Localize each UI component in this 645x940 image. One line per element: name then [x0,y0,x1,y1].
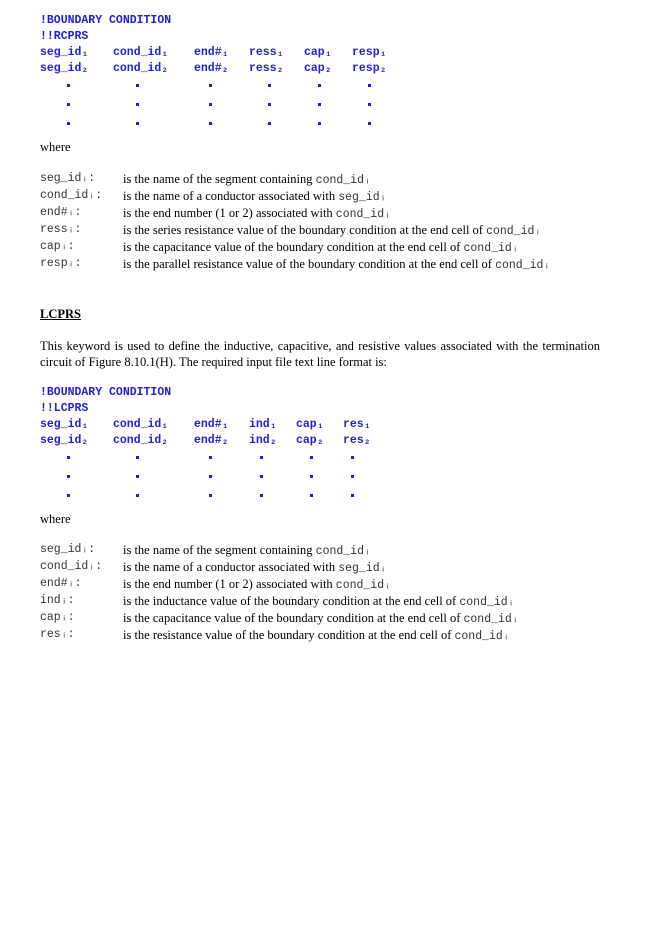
definition-code: seg_idᵢ [338,191,387,204]
definition-term: seg_idᵢ: [40,172,96,185]
ellipsis-dot [209,456,212,459]
definition-prefix: is the capacitance value of the boundary condition at the end cell of [123,240,464,254]
ellipsis-dot [209,475,212,478]
definition-term: seg_idᵢ: [40,543,96,556]
definition-code: cond_idᵢ [315,174,371,187]
ellipsis-dot [209,494,212,497]
ellipsis-dot [351,494,354,497]
ellipsis-dot [136,475,139,478]
ellipsis-dot [67,103,70,106]
code-cell: cap₂ [296,434,324,447]
ellipsis-dot [136,103,139,106]
code-cell: cap₁ [296,418,324,431]
definition-code: cond_idᵢ [335,208,392,221]
code-line-boundary-condition: !BOUNDARY CONDITION [40,386,172,399]
definition-term: ressᵢ: [40,223,82,236]
code-line-boundary-condition: !BOUNDARY CONDITION [40,14,172,27]
ellipsis-dot [67,475,70,478]
definition-prefix: is the name of the segment containing [123,543,316,557]
code-line-keyword: !!RCPRS [40,30,89,43]
code-cell: end#₁ [194,46,229,59]
where-label: where [40,512,71,526]
definition-term: resᵢ: [40,628,75,641]
section-heading-lcprs: LCPRS [40,307,81,321]
definition-text [123,560,387,575]
code-cell: cap₂ [304,62,332,75]
ellipsis-dot [318,122,321,125]
ellipsis-dot [209,122,212,125]
ellipsis-dot [67,84,70,87]
definition-code: cond_idᵢ [486,225,542,238]
code-cell: resp₁ [352,46,387,59]
definition-code: cond_idᵢ [459,596,515,609]
definition-code: cond_idᵢ [463,613,519,626]
code-cell: seg_id₁ [40,418,89,431]
ellipsis-dot [67,122,70,125]
ellipsis-dot [368,103,371,106]
code-cell: cond_id₂ [113,434,169,447]
code-cell: res₁ [343,418,371,431]
ellipsis-dot [260,494,263,497]
definition-prefix: is the resistance value of the boundary condition at the end cell of [123,628,455,642]
definition-text [123,611,519,626]
code-cell: resp₂ [352,62,387,75]
ellipsis-dot [310,494,313,497]
definition-text [123,206,391,221]
ellipsis-dot [260,456,263,459]
definition-term: cond_idᵢ: [40,560,103,573]
ellipsis-dot [136,494,139,497]
ellipsis-dot [209,84,212,87]
definition-code: cond_idᵢ [335,579,392,592]
definition-term: capᵢ: [40,611,75,624]
definition-term: capᵢ: [40,240,75,253]
ellipsis-dot [268,84,271,87]
code-cell: cond_id₁ [113,46,169,59]
definition-code: seg_idᵢ [338,562,387,575]
definition-prefix: is the end number (1 or 2) associated with [123,577,336,591]
definition-term: end#ᵢ: [40,206,82,219]
code-cell: ress₁ [249,46,284,59]
definition-prefix: is the parallel resistance value of the boundary condition at the end cell of [123,257,496,271]
definition-text [123,172,371,187]
definition-prefix: is the series resistance value of the boundary condition at the end cell of [123,223,487,237]
where-label: where [40,140,71,154]
ellipsis-dot [310,475,313,478]
definition-term: cond_idᵢ: [40,189,103,202]
definition-code: cond_idᵢ [463,242,519,255]
code-cell: end#₂ [194,434,229,447]
definition-code: cond_idᵢ [495,259,551,272]
ellipsis-dot [67,494,70,497]
code-line-keyword: !!LCPRS [40,402,89,415]
code-cell: ind₁ [249,418,277,431]
ellipsis-dot [136,122,139,125]
definition-prefix: is the inductance value of the boundary condition at the end cell of [123,594,460,608]
ellipsis-dot [318,103,321,106]
definition-text [123,189,387,204]
definition-prefix: is the name of a conductor associated with [123,189,339,203]
ellipsis-dot [136,84,139,87]
section-paragraph: This keyword is used to define the inductive, capacitive, and resistive values associated with the termination circuit of Figure 8.10.1(H). The required input file text line format is: [40,339,600,369]
code-cell: end#₂ [194,62,229,75]
ellipsis-dot [268,122,271,125]
definition-text [123,223,541,238]
code-cell: cond_id₁ [113,418,169,431]
code-cell: seg_id₁ [40,46,89,59]
definition-term: end#ᵢ: [40,577,82,590]
definition-prefix: is the name of a conductor associated with [123,560,339,574]
ellipsis-dot [260,475,263,478]
ellipsis-dot [318,84,321,87]
ellipsis-dot [268,103,271,106]
definition-code: cond_idᵢ [454,630,510,643]
definition-prefix: is the end number (1 or 2) associated with [123,206,336,220]
definition-code: cond_idᵢ [315,545,371,558]
code-cell: cond_id₂ [113,62,169,75]
ellipsis-dot [310,456,313,459]
definition-prefix: is the name of the segment containing [123,172,316,186]
code-cell: end#₁ [194,418,229,431]
definition-text [123,577,391,592]
code-cell: ind₂ [249,434,277,447]
ellipsis-dot [209,103,212,106]
code-cell: res₂ [343,434,371,447]
definition-text [123,543,371,558]
definition-text [123,257,550,272]
definition-text [123,594,515,609]
code-cell: seg_id₂ [40,434,89,447]
definition-term: respᵢ: [40,257,82,270]
ellipsis-dot [351,475,354,478]
ellipsis-dot [368,84,371,87]
definition-text [123,240,519,255]
definition-prefix: is the capacitance value of the boundary condition at the end cell of [123,611,464,625]
definition-text [123,628,510,643]
ellipsis-dot [67,456,70,459]
ellipsis-dot [368,122,371,125]
code-cell: cap₁ [304,46,332,59]
code-cell: ress₂ [249,62,284,75]
code-cell: seg_id₂ [40,62,89,75]
ellipsis-dot [136,456,139,459]
definition-term: indᵢ: [40,594,75,607]
ellipsis-dot [351,456,354,459]
